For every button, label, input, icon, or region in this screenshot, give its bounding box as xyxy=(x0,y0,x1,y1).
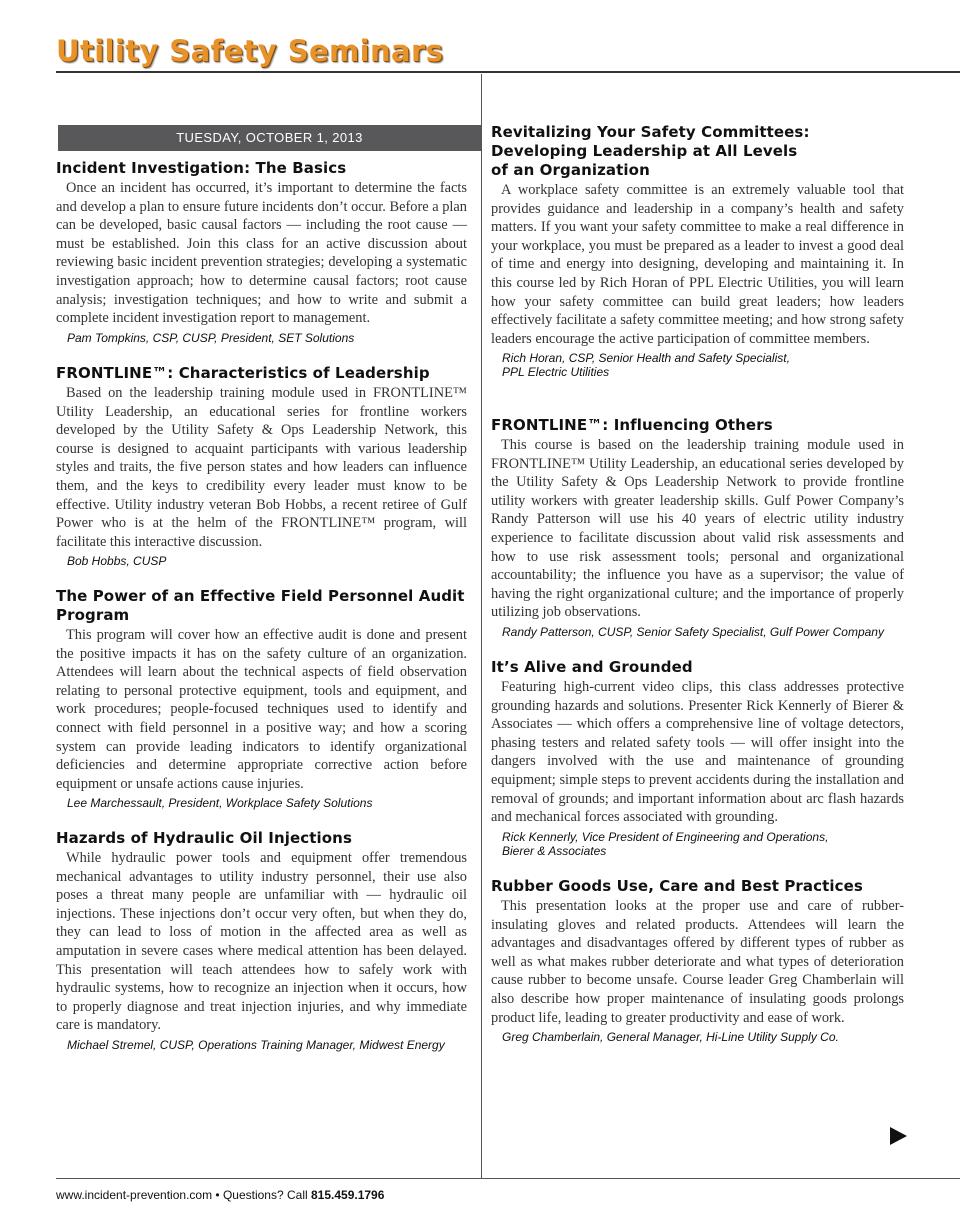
session-presenter xyxy=(491,830,904,858)
title-rule xyxy=(56,71,960,73)
footer-phone: 815.459.1796 xyxy=(310,1188,385,1202)
session-alive-grounded xyxy=(491,658,904,858)
session-title: Rubber Goods Use, Care and Best Practices xyxy=(491,877,863,895)
session-title: It’s Alive and Grounded xyxy=(491,658,693,676)
session-description: A workplace safety committee is an extremely valuable tool that provides guidance and leadership in a company’s health and safety matters. If you want your safety committee to make a real difference in your workplace, you must be prepared as a leader to invest a good deal of time and energy into designing, developing and maintaining it. In this course led by Rich Horan of PPL Electric Utilities, you will learn how your safety committee can build great leaders; how leaders effectively facilitate a safety committee meeting; and how strong safety leaders encourage the active participation of committee members. xyxy=(491,182,904,347)
session-description: Featuring high-current video clips, this class addresses protective grounding hazards and solutions. Presenter Rick Kennerly of Bierer & Associates — which offers a comprehensive line of voltage detectors, phasing testers and related safety tools — will offer insight into the dangers involved with the use and maintenance of grounding equipment; simple steps to prevent accidents during the installation and removal of grounds; and important information about arc flash hazards and mechanical forces associated with grounding. xyxy=(491,679,904,826)
session-rubber-goods xyxy=(491,877,904,1044)
column-divider xyxy=(481,74,482,1178)
session-description: This program will cover how an effective audit is done and present the positive impacts it has on the safety culture of an organization. Attendees will learn about the technical aspects of field observation relating to personal protective equipment, tools and equipment, and work procedures; people-focused techniques used to identify and connect with field personnel in a positive way; and how a scoring system can provide leading indicators to identify organizational deficiencies and determine appropriate corrective action before equipment or unsafe actions cause injuries. xyxy=(56,627,467,792)
session-title xyxy=(491,123,904,180)
session-title: Hazards of Hydraulic Oil Injections xyxy=(56,829,352,847)
session-description: Once an incident has occurred, it’s important to determine the facts and develop a plan to ensure future incidents don’t occur. Before a plan can be developed, basic causal factors — including the root cause — must be established. Join this class for an active discussion about reviewing basic incident prevention strategies; developing a systematic investigation approach; how to determine causal factors; root cause analysis; investigation techniques; and how to write and submit a complete incident investigation report to management. xyxy=(56,180,467,327)
session-presenter: Michael Stremel, CUSP, Operations Training Manager, Midwest Energy xyxy=(67,1037,445,1052)
footer-text: www.incident-prevention.com • Questions? Call xyxy=(56,1188,311,1202)
session-presenter: Greg Chamberlain, General Manager, Hi-Line Utility Supply Co. xyxy=(502,1030,839,1045)
session-frontline-leadership xyxy=(56,364,467,568)
footer xyxy=(56,1188,384,1202)
page-title: Utility Safety Seminars xyxy=(56,34,444,68)
session-frontline-influencing xyxy=(491,416,904,639)
session-presenter xyxy=(491,351,904,379)
session-presenter: Lee Marchessault, President, Workplace Safety Solutions xyxy=(67,796,373,811)
session-field-audit xyxy=(56,587,467,810)
presenter-line: Rick Kennerly, Vice President of Engineering and Operations, xyxy=(502,829,829,844)
presenter-line: Rich Horan, CSP, Senior Health and Safety Specialist, xyxy=(502,351,790,366)
session-hydraulic-oil xyxy=(56,829,467,1052)
presenter-line: Bierer & Associates xyxy=(502,843,607,858)
session-description: This course is based on the leadership training module used in FRONTLINE™ Utility Leadership, an educational series developed by the Utility Safety & Ops Leadership Network to provide frontline utility workers with greater leadership skills. Gulf Power Company’s Randy Patterson will use his 40 years of electric utility industry experience to facilitate discussion about valid risk assessments and how to use risk assessment tools; personal and organizational accountability; the influence you have as a supervisor; the value of having the right organizational culture; and the importance of properly utilizing job observations. xyxy=(491,437,904,621)
session-description: While hydraulic power tools and equipment offer tremendous mechanical advantages to utility industry personnel, their use also poses a threat many people are unfamiliar with — hydraulic oil injections. These injections don’t occur very often, but when they do, they can lead to loss of motion in the affected area as well as amputation in severe cases where medical attention has been delayed. This presentation will teach attendees how to safely work with hydraulic systems, how to recognize an injection when it occurs, how to properly diagnose and treat injection injuries, and why immediate care is mandatory. xyxy=(56,850,467,1034)
footer-rule xyxy=(56,1178,960,1179)
session-title: FRONTLINE™: Influencing Others xyxy=(491,416,773,434)
session-presenter: Randy Patterson, CUSP, Senior Safety Specialist, Gulf Power Company xyxy=(502,624,884,639)
session-title-line: Developing Leadership at All Levels xyxy=(491,142,798,160)
session-title: FRONTLINE™: Characteristics of Leadership xyxy=(56,364,430,382)
session-safety-committees xyxy=(491,123,904,379)
date-bar: TUESDAY, OCTOBER 1, 2013 xyxy=(58,125,481,151)
session-title: Incident Investigation: The Basics xyxy=(56,159,347,177)
next-page-arrow-icon[interactable] xyxy=(890,1127,907,1145)
session-incident-investigation xyxy=(56,159,467,345)
session-presenter: Bob Hobbs, CUSP xyxy=(67,554,167,569)
session-presenter: Pam Tompkins, CSP, CUSP, President, SET Solutions xyxy=(67,330,355,345)
session-title: The Power of an Effective Field Personnel Audit Program xyxy=(56,587,465,624)
session-title-line: of an Organization xyxy=(491,161,650,179)
session-description: Based on the leadership training module used in FRONTLINE™ Utility Leadership, an educational series for frontline workers developed by the Utility Safety & Ops Leadership Network, this course is designed to acquaint participants with various leadership styles and traits, the five person states and how leaders can influence them, and the keys to credibility every leader must know to be effective. Utility industry veteran Bob Hobbs, a recent retiree of Gulf Power who is at the helm of the FRONTLINE™ program, will facilitate this interactive discussion. xyxy=(56,385,467,550)
session-description: This presentation looks at the proper use and care of rubber-insulating gloves and related products. Attendees will learn the advantages and disadvantages offered by different types of rubber as well as what makes rubber deteriorate and what types of deterioration cause rubber to become unsafe. Course leader Greg Chamberlain will also describe how proper maintenance of insulating goods prolongs product life, leading to greater productivity and ease of work. xyxy=(491,898,904,1026)
presenter-line: PPL Electric Utilities xyxy=(502,365,610,380)
page-header xyxy=(0,0,960,90)
session-title-line: Revitalizing Your Safety Committees: xyxy=(491,123,810,141)
